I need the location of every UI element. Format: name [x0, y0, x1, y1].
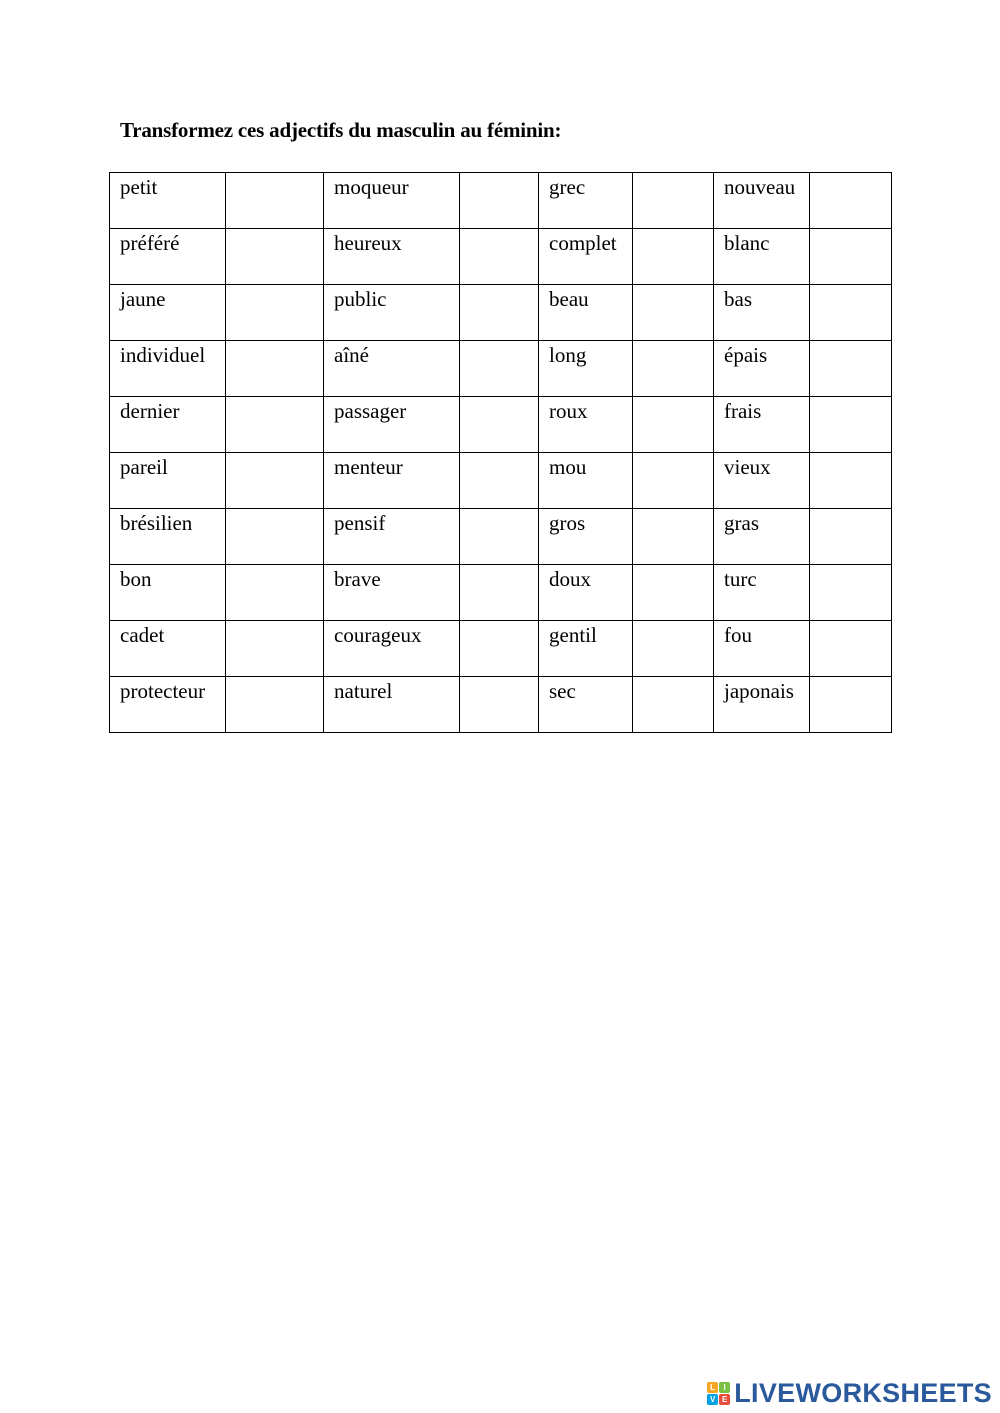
adjective-cell: aîné [324, 341, 460, 397]
adjective-cell: roux [539, 397, 633, 453]
adjective-cell: bas [714, 285, 810, 341]
logo-tile: E [719, 1394, 730, 1405]
answer-cell[interactable] [633, 341, 714, 397]
answer-cell[interactable] [226, 229, 324, 285]
answer-cell[interactable] [226, 509, 324, 565]
table-row [110, 229, 892, 285]
logo-tile: V [707, 1394, 718, 1405]
answer-cell[interactable] [226, 677, 324, 733]
answer-cell[interactable] [633, 229, 714, 285]
answer-cell[interactable] [460, 509, 539, 565]
answer-cell[interactable] [633, 621, 714, 677]
table-row [110, 565, 892, 621]
adjective-cell: fou [714, 621, 810, 677]
adjective-cell: japonais [714, 677, 810, 733]
answer-cell[interactable] [460, 565, 539, 621]
answer-cell[interactable] [460, 341, 539, 397]
logo-tile: L [707, 1382, 718, 1393]
table-row [110, 453, 892, 509]
worksheet-title: Transformez ces adjectifs du masculin au féminin: [120, 118, 562, 142]
adjective-cell: pensif [324, 509, 460, 565]
liveworksheets-brand [707, 1378, 992, 1409]
adjective-cell: mou [539, 453, 633, 509]
answer-cell[interactable] [460, 173, 539, 229]
answer-cell[interactable] [810, 453, 892, 509]
adjective-cell: heureux [324, 229, 460, 285]
adjective-cell: turc [714, 565, 810, 621]
table-row [110, 677, 892, 733]
answer-cell[interactable] [633, 509, 714, 565]
answer-cell[interactable] [633, 453, 714, 509]
adjective-cell: préféré [110, 229, 226, 285]
adjective-cell: pareil [110, 453, 226, 509]
answer-cell[interactable] [810, 677, 892, 733]
adjective-cell: grec [539, 173, 633, 229]
adjective-cell: moqueur [324, 173, 460, 229]
adjective-cell: cadet [110, 621, 226, 677]
adjective-cell: épais [714, 341, 810, 397]
adjective-cell: bon [110, 565, 226, 621]
adjective-cell: jaune [110, 285, 226, 341]
adjective-cell: complet [539, 229, 633, 285]
answer-cell[interactable] [810, 285, 892, 341]
adjective-cell: individuel [110, 341, 226, 397]
table-body [110, 173, 892, 733]
adjective-cell: frais [714, 397, 810, 453]
answer-cell[interactable] [226, 397, 324, 453]
answer-cell[interactable] [633, 677, 714, 733]
adjective-cell: gros [539, 509, 633, 565]
liveworksheets-logo-icon [707, 1382, 730, 1405]
table-row [110, 621, 892, 677]
answer-cell[interactable] [810, 229, 892, 285]
adjective-cell: dernier [110, 397, 226, 453]
adjective-cell: gras [714, 509, 810, 565]
answer-cell[interactable] [460, 453, 539, 509]
answer-cell[interactable] [226, 173, 324, 229]
adjective-cell: gentil [539, 621, 633, 677]
answer-cell[interactable] [226, 621, 324, 677]
table-row [110, 173, 892, 229]
adjective-cell: passager [324, 397, 460, 453]
answer-cell[interactable] [810, 341, 892, 397]
answer-cell[interactable] [226, 565, 324, 621]
answer-cell[interactable] [810, 621, 892, 677]
adjective-cell: nouveau [714, 173, 810, 229]
answer-cell[interactable] [460, 621, 539, 677]
answer-cell[interactable] [460, 229, 539, 285]
logo-tile: I [719, 1382, 730, 1393]
answer-cell[interactable] [633, 397, 714, 453]
adjective-cell: sec [539, 677, 633, 733]
adjective-cell: brave [324, 565, 460, 621]
adjective-cell: protecteur [110, 677, 226, 733]
brand-text: LIVEWORKSHEETS [734, 1378, 992, 1408]
answer-cell[interactable] [810, 173, 892, 229]
adjective-cell: long [539, 341, 633, 397]
answer-cell[interactable] [633, 565, 714, 621]
adjective-cell: courageux [324, 621, 460, 677]
table-row [110, 397, 892, 453]
adjective-cell: doux [539, 565, 633, 621]
answer-cell[interactable] [810, 565, 892, 621]
table-row [110, 285, 892, 341]
adjective-cell: blanc [714, 229, 810, 285]
adjective-cell: menteur [324, 453, 460, 509]
answer-cell[interactable] [226, 341, 324, 397]
adjective-cell: brésilien [110, 509, 226, 565]
adjective-cell: beau [539, 285, 633, 341]
answer-cell[interactable] [226, 453, 324, 509]
table-row [110, 341, 892, 397]
answer-cell[interactable] [810, 509, 892, 565]
adjective-cell: public [324, 285, 460, 341]
adjective-cell: naturel [324, 677, 460, 733]
table-row [110, 509, 892, 565]
adjectives-table [109, 172, 892, 733]
answer-cell[interactable] [810, 397, 892, 453]
answer-cell[interactable] [633, 173, 714, 229]
adjective-cell: petit [110, 173, 226, 229]
answer-cell[interactable] [460, 397, 539, 453]
adjective-cell: vieux [714, 453, 810, 509]
answer-cell[interactable] [633, 285, 714, 341]
answer-cell[interactable] [460, 285, 539, 341]
answer-cell[interactable] [460, 677, 539, 733]
answer-cell[interactable] [226, 285, 324, 341]
